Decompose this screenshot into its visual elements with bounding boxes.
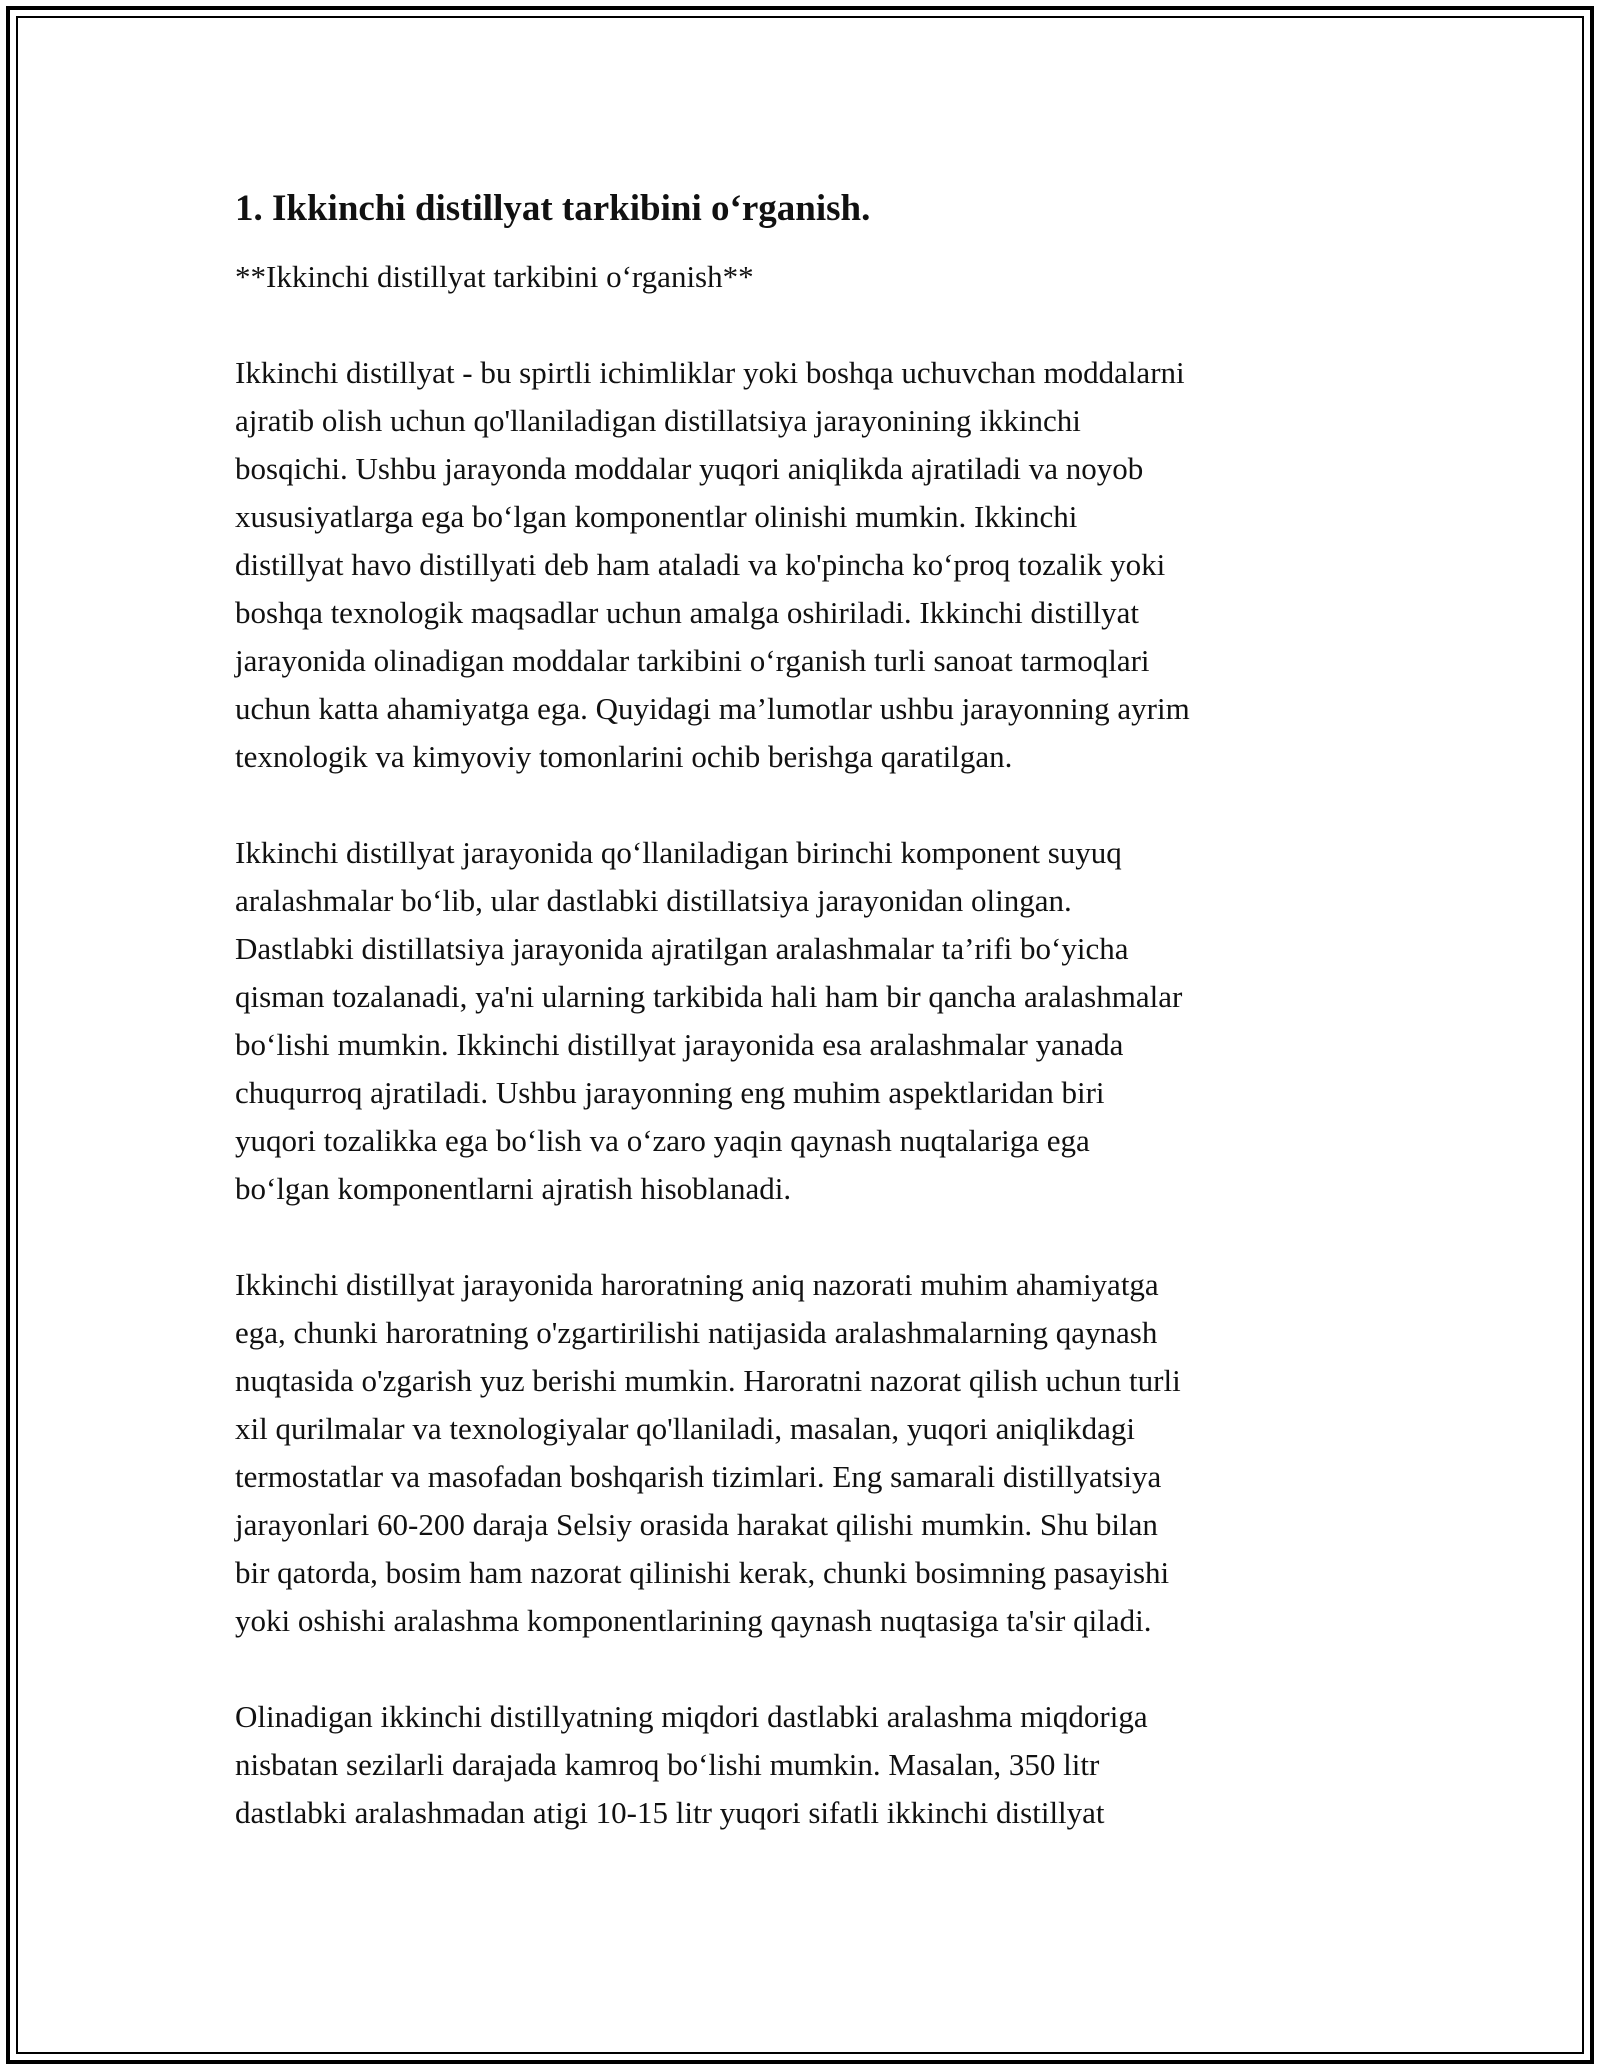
paragraph-2: Ikkinchi distillyat jarayonida qo‘llaniladigan birinchi komponent suyuq aralashmalar bo‘lib, ular dastlabki distillatsiya jarayonidan olingan. Dastlabki distillatsiya jarayonida ajratilgan aralashmalar ta’rifi bo‘yicha qisman tozalanadi, ya'ni ularning tarkibida hali ham bir qancha aralashmalar bo‘lishi mumkin. Ikkinchi distillyat jarayonida esa aralashmalar yanada chuqurroq ajratiladi. Ushbu jarayonning eng muhim aspektlaridan biri yuqori tozalikka ega bo‘lish va o‘zaro yaqin qaynash nuqtalariga ega bo‘lgan komponentlarni ajratish hisoblanadi. [235,835,1183,1207]
paragraph-1: Ikkinchi distillyat - bu spirtli ichimliklar yoki boshqa uchuvchan moddalarni ajratib olish uchun qo'llaniladigan distillatsiya jarayonining ikkinchi bosqichi. Ushbu jarayonda moddalar yuqori aniqlikda ajratiladi va noyob xususiyatlarga ega bo‘lgan komponentlar olinishi mumkin. Ikkinchi distillyat havo distillyati deb ham ataladi va ko'pincha ko‘proq tozalik yoki boshqa texnologik maqsadlar uchun amalga oshiriladi. Ikkinchi distillyat jarayonida olinadigan moddalar tarkibini o‘rganish turli sanoat tarmoqlari uchun katta ahamiyatga ega. Quyidagi ma’lumotlar ushbu jarayonning ayrim texnologik va kimyoviy tomonlarini ochib berishga qaratilgan. [235,355,1190,775]
section-subheading: **Ikkinchi distillyat tarkibini o‘rganish** [235,259,754,295]
document-body [235,185,1375,1885]
section-heading: 1. Ikkinchi distillyat tarkibini o‘rganish. [235,188,871,229]
paragraph-4: Olinadigan ikkinchi distillyatning miqdori dastlabki aralashma miqdoriga nisbatan sezilarli darajada kamroq bo‘lishi mumkin. Masalan, 350 litr dastlabki aralashmadan atigi 10-15 litr yuqori sifatli ikkinchi distillyat [235,1699,1148,1831]
paragraph-3: Ikkinchi distillyat jarayonida haroratning aniq nazorati muhim ahamiyatga ega, chunki haroratning o'zgartirilishi natijasida aralashmalarning qaynash nuqtasida o'zgarish yuz berishi mumkin. Haroratni nazorat qilish uchun turli xil qurilmalar va texnologiyalar qo'llaniladi, masalan, yuqori aniqlikdagi termostatlar va masofadan boshqarish tizimlari. Eng samarali distillyatsiya jarayonlari 60-200 daraja Selsiy orasida harakat qilishi mumkin. Shu bilan bir qatorda, bosim ham nazorat qilinishi kerak, chunki bosimning pasayishi yoki oshishi aralashma komponentlarining qaynash nuqtasiga ta'sir qiladi. [235,1267,1181,1639]
